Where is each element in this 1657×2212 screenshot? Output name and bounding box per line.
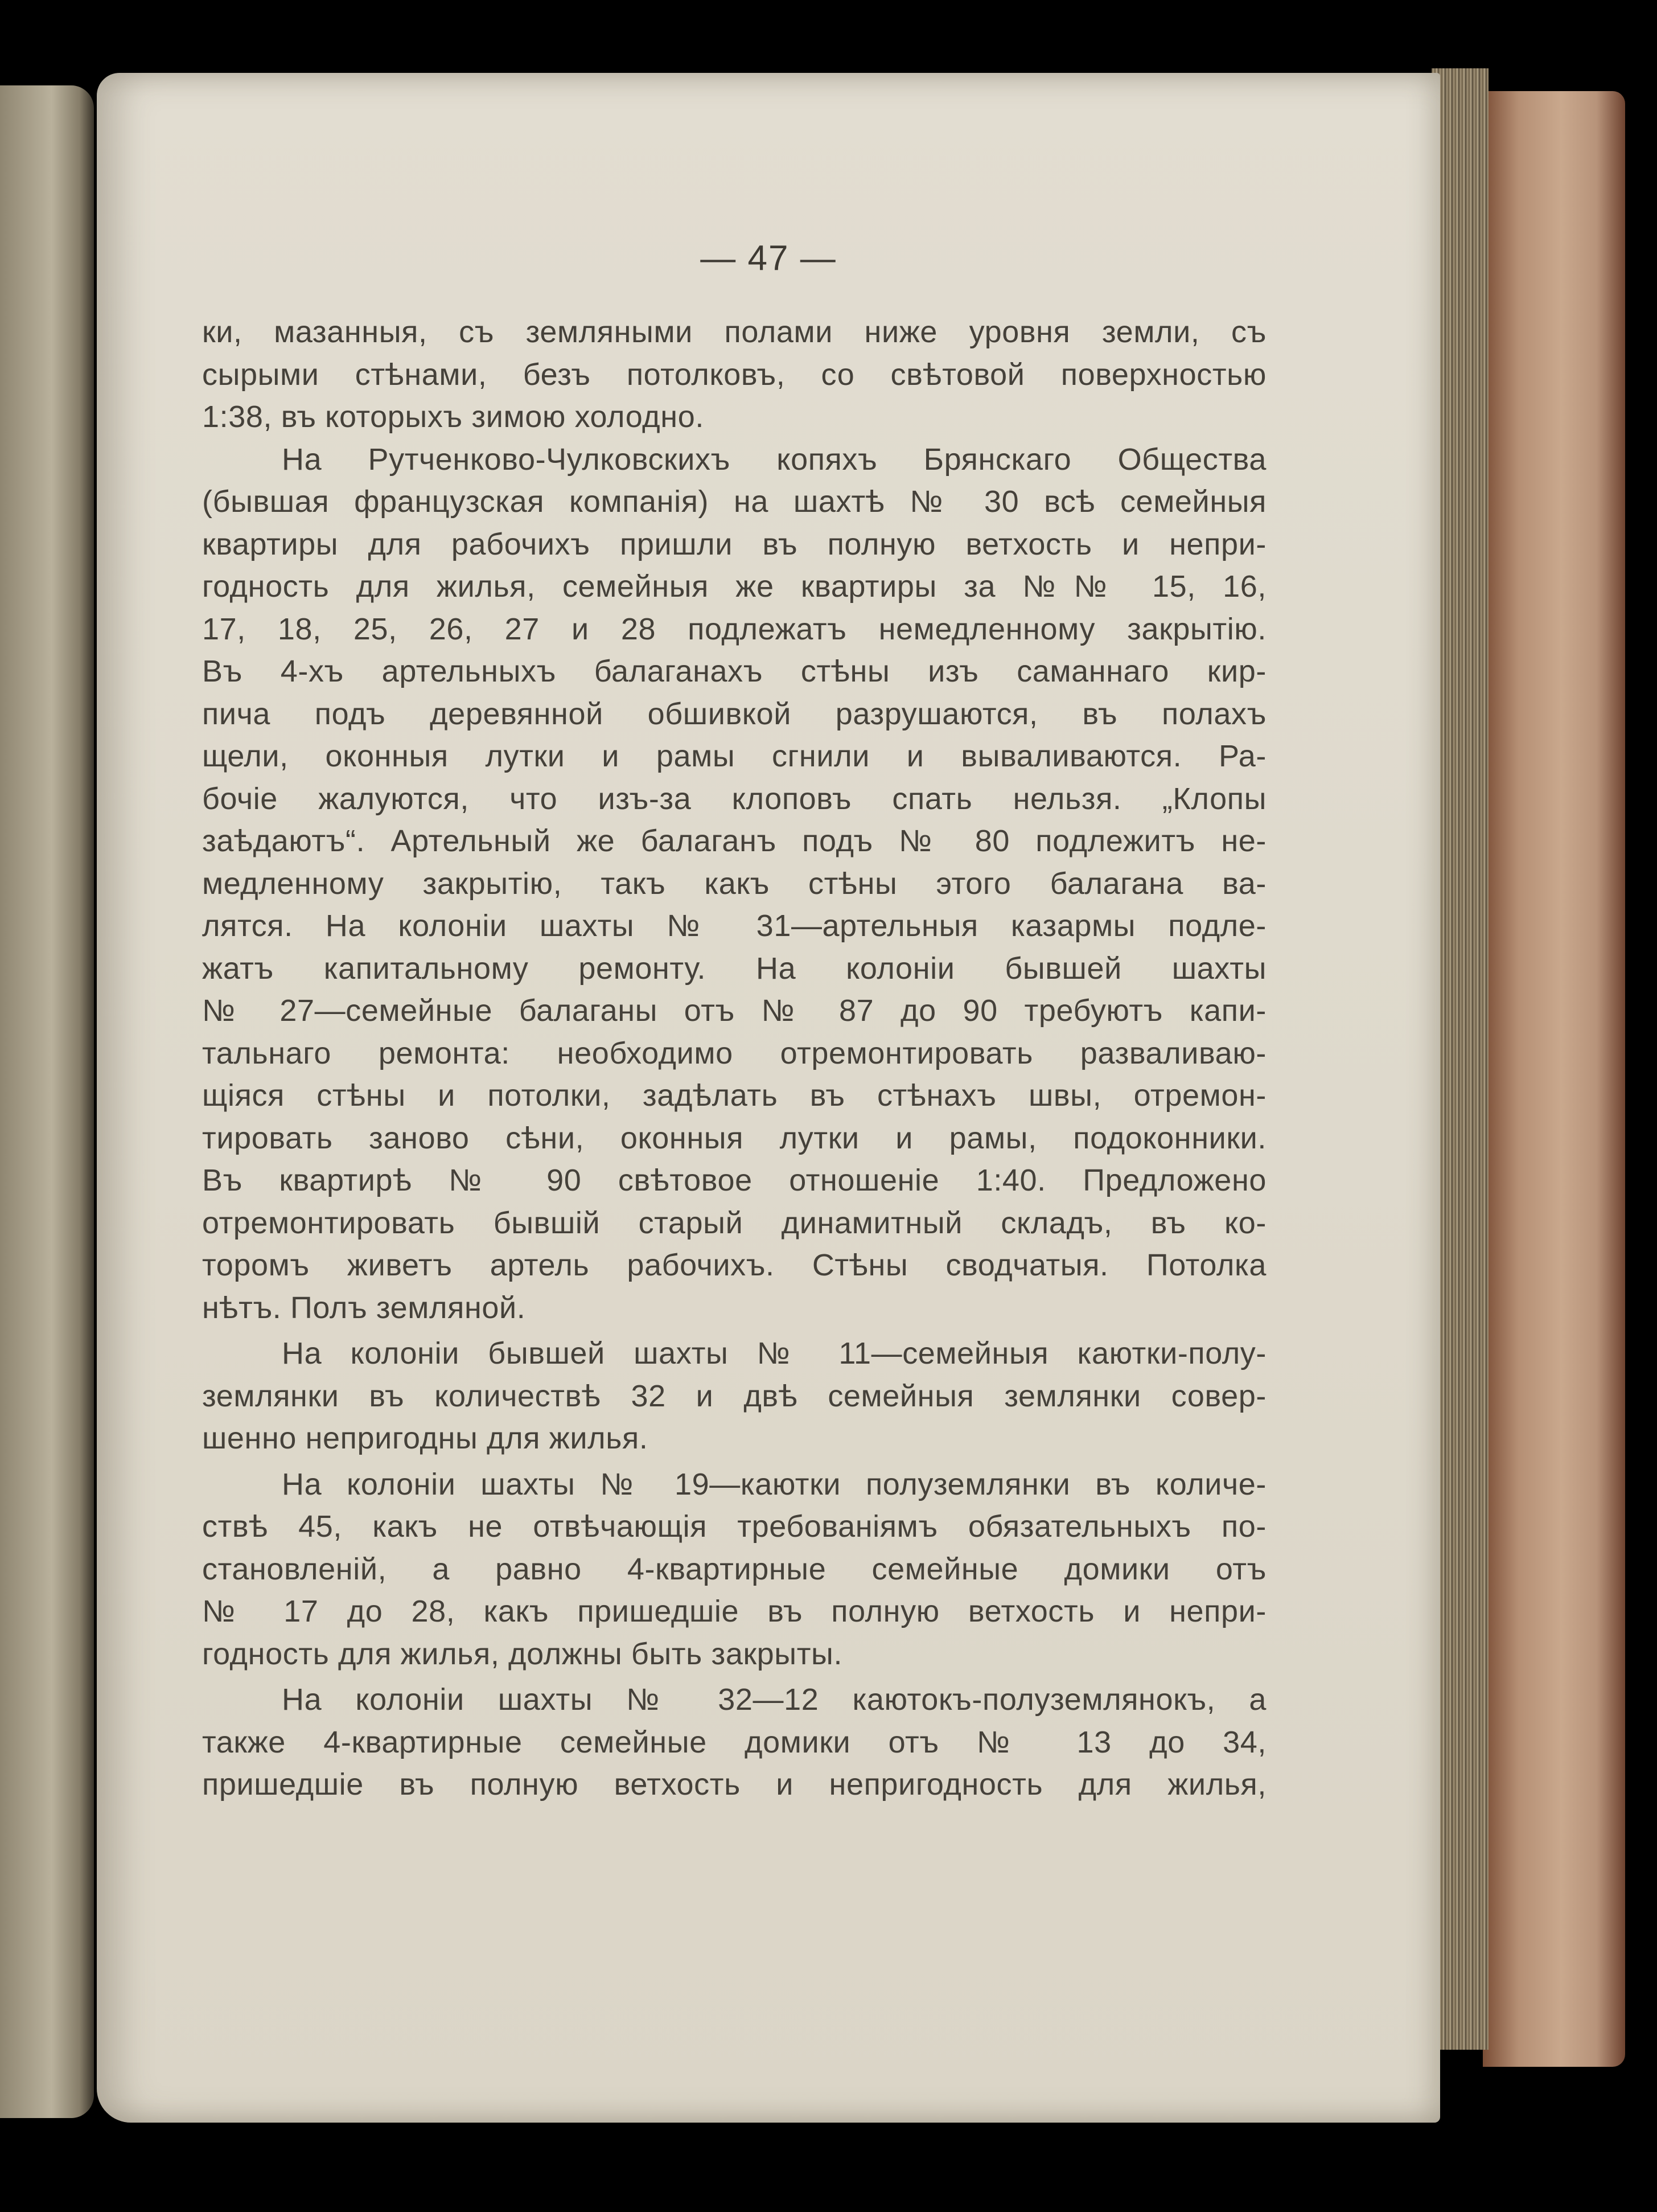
text-line: Въ 4-хъ артельныхъ балаганахъ стѣны изъ саманнаго кир- <box>202 654 1267 688</box>
text-line: (бывшая французская компанія) на шахтѣ № 30 всѣ семейныя <box>202 485 1267 519</box>
text-line: На колоніи шахты № 32—12 каютокъ-полуземлянокъ, а <box>282 1682 1267 1717</box>
text-line: сырыми стѣнами, безъ потолковъ, со свѣтовой поверхностью <box>202 357 1267 392</box>
text-line: щели, оконныя лутки и рамы сгнили и вываливаются. Ра- <box>202 739 1267 773</box>
paragraph <box>202 1463 1267 1676</box>
text-line: № 27—семейные балаганы отъ № 87 до 90 требуютъ капи- <box>202 994 1267 1028</box>
page-number: — 47 — <box>700 239 837 278</box>
page-edge-stack <box>1432 68 1489 2050</box>
paragraph <box>202 311 1267 438</box>
paragraph <box>202 1332 1267 1460</box>
text-line: На колоніи шахты № 19—каютки полуземлянки въ количе- <box>282 1467 1267 1501</box>
text-line: землянки въ количествѣ 32 и двѣ семейныя землянки совер- <box>202 1378 1267 1413</box>
text-line: лятся. На колоніи шахты № 31—артельныя казармы подле- <box>202 909 1267 943</box>
left-facing-page-edge <box>0 85 94 2118</box>
text-line: 1:38, въ которыхъ зимою холодно. <box>202 400 704 434</box>
text-line: щіяся стѣны и потолки, задѣлать въ стѣнахъ швы, отремон- <box>202 1078 1267 1113</box>
text-line: становленій, а равно 4-квартирные семейные домики отъ <box>202 1552 1267 1586</box>
text-line: На Рутченково-Чулковскихъ копяхъ Брянскаго Общества <box>282 442 1267 477</box>
text-line: На колоніи бывшей шахты № 11—семейныя каютки-полу- <box>282 1336 1267 1370</box>
text-line: торомъ живетъ артель рабочихъ. Стѣны сводчатыя. Потолка <box>202 1248 1267 1282</box>
text-line: отремонтировать бывшій старый динамитный складъ, въ ко- <box>202 1205 1267 1240</box>
text-line: 17, 18, 25, 26, 27 и 28 подлежатъ немедленному закрытію. <box>202 612 1267 646</box>
text-line: пришедшіе въ полную ветхость и непригодность для жилья, <box>202 1767 1267 1801</box>
text-line: № 17 до 28, какъ пришедшіе въ полную ветхость и непри- <box>202 1594 1267 1628</box>
body-text <box>202 311 1267 1806</box>
text-line: нѣтъ. Полъ земляной. <box>202 1290 526 1325</box>
back-cover <box>1483 91 1625 2067</box>
text-line: годность для жилья, семейныя же квартиры за №№ 15, 16, <box>202 569 1267 604</box>
text-line: также 4-квартирные семейные домики отъ № 13 до 34, <box>202 1725 1267 1759</box>
text-line: заѣдаютъ“. Артельный же балаганъ подъ № 80 подлежитъ не- <box>202 824 1267 858</box>
paragraph <box>202 438 1267 1329</box>
text-line: тальнаго ремонта: необходимо отремонтировать разваливаю- <box>202 1036 1267 1070</box>
text-line: ствѣ 45, какъ не отвѣчающія требованіямъ обязательныхъ по- <box>202 1509 1267 1544</box>
text-line: годность для жилья, должны быть закрыты. <box>202 1636 843 1671</box>
text-line: шенно непригодны для жилья. <box>202 1421 648 1455</box>
text-line: жатъ капитальному ремонту. На колоніи бывшей шахты <box>202 951 1267 986</box>
book-page <box>97 73 1440 2123</box>
text-line: Въ квартирѣ № 90 свѣтовое отношеніе 1:40. Предложено <box>202 1163 1267 1197</box>
text-line: тировать заново сѣни, оконныя лутки и рамы, подоконники. <box>202 1121 1267 1155</box>
text-line: ки, мазанныя, съ земляными полами ниже уровня земли, съ <box>202 315 1267 349</box>
paragraph <box>202 1679 1267 1806</box>
text-line: пича подъ деревянной обшивкой разрушаются, въ полахъ <box>202 696 1267 731</box>
text-line: медленному закрытію, такъ какъ стѣны этого балагана ва- <box>202 866 1267 901</box>
text-line: бочіе жалуются, что изъ-за клоповъ спать нельзя. „Клопы <box>202 781 1267 816</box>
text-line: квартиры для рабочихъ пришли въ полную ветхость и непри- <box>202 527 1267 561</box>
